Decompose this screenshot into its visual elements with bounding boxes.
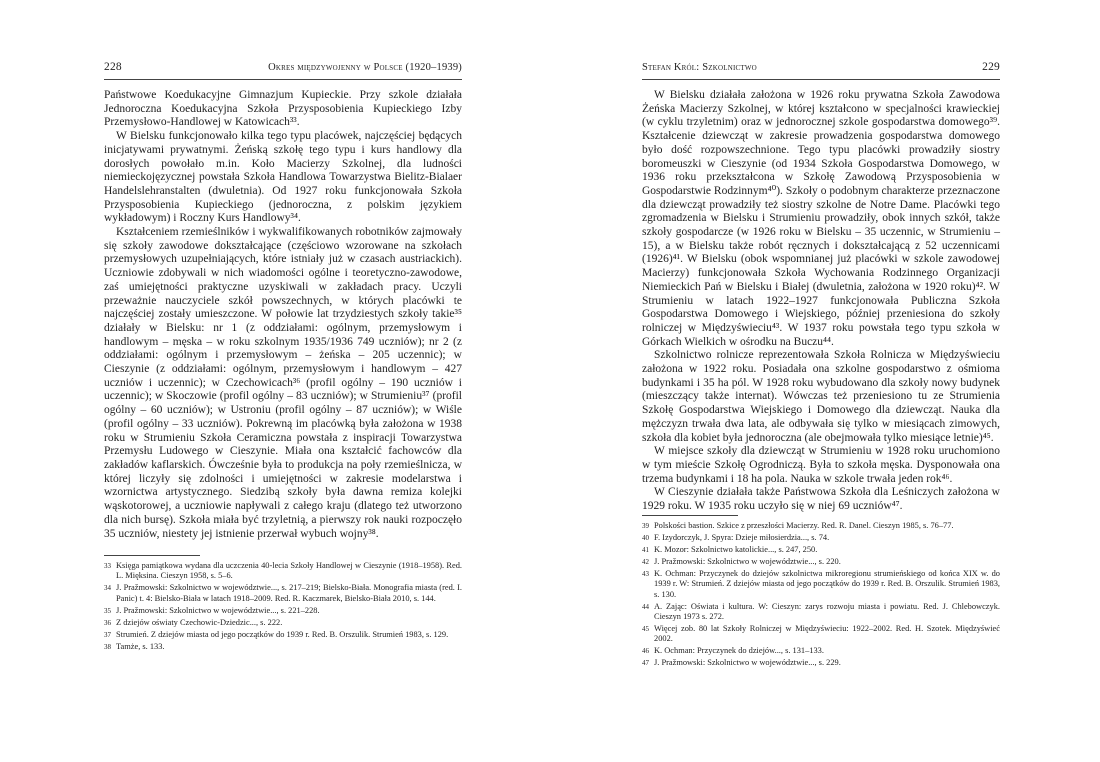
footnote-number: 42 bbox=[642, 557, 649, 566]
footnote-number: 33 bbox=[104, 562, 111, 570]
footnote-number: 40 bbox=[642, 533, 649, 542]
footnote-number: 41 bbox=[642, 545, 649, 554]
footnote bbox=[642, 658, 1000, 668]
footnote-rule bbox=[642, 515, 738, 516]
running-head-title: Okres międzywojenny w Polsce (1920–1939) bbox=[268, 62, 462, 73]
footnote bbox=[104, 606, 462, 616]
footnote-number: 34 bbox=[104, 584, 111, 593]
paragraph: W Bielsku funkcjonowało kilka tego typu placówek, najczęściej będących inicjatywami prywatnymi. Żeńską szkołę tego typu i kurs handlowy dla dorosłych powołało m.in. Koło Macierzy Szkolnej, dla ludności niemieckojęzycznej powstała Szkoła Handlowa Towarzystwa Bielitz-Bialaer Handelslehranstalten (dwuletnia). Od 1927 roku funkcjonowała Szkoła Przysposobienia Kupieckiego (jednoroczna, z polskim językiem wykładowym) i Roczny Kurs Handlowy³⁴. bbox=[104, 130, 462, 225]
footnote-text: K. Mozor: Szkolnictwo katolickie..., s. 247, 250. bbox=[654, 544, 818, 554]
footnote-number: 36 bbox=[104, 618, 111, 627]
footnote-text: K. Ochman: Przyczynek do dziejów szkolnictwa mikroregionu strumieńskiego od końca XIX w. do 1939 r. W: Strumień. Z dziejów miasta od jego początków do 1939 r. Red. B. Orszulik. Strumień 1983, s. 130. bbox=[654, 568, 1000, 599]
footnote bbox=[104, 618, 462, 628]
footnote-number: 38 bbox=[104, 642, 111, 651]
footnote bbox=[104, 642, 462, 652]
header-rule bbox=[104, 79, 462, 80]
footnote bbox=[642, 533, 1000, 543]
paragraph: W miejsce szkoły dla dziewcząt w Strumieniu w 1928 roku uruchomiono w tym mieście Szkołę Ogrodniczą. Była to szkoła męska. Dysponowała ona trzema budynkami i 18 ha pola. Nauka w szkole trwała jeden rok⁴⁶. bbox=[642, 445, 1000, 485]
footnote bbox=[642, 624, 1000, 645]
footnote-text: J. Pražmowski: Szkolnictwo w województwie..., s. 229. bbox=[654, 658, 841, 668]
footnote bbox=[642, 557, 1000, 567]
page-number: 228 bbox=[104, 61, 122, 73]
paragraph: W Bielsku działała założona w 1926 roku prywatna Szkoła Zawodowa Żeńska Macierzy Szkolnej, w której kształcono w specjalności krawieckiej (w cyklu trzyletnim) oraz w jednorocznej szkole gospodarstwa domowego³⁹. Kształcenie dziewcząt w zakresie prowadzenia gospodarstwa domowego było dość rozpowszechnione. Tego typu placówki prowadziły siostry boromeuszki w Cieszynie (od 1934 Szkoła Gospodarstwa Domowego, w 1936 roku przekształcona w Szkołę Zawodową Przysposobienia w Gospodarstwie Rodzinnym⁴⁰). Szkoły o podobnym charakterze przeznaczone dla dziewcząt prowadziły też siostry szkolne de Notre Dame. Placówki tego zgromadzenia w Bielsku i Strumieniu prowadziły, obok innych szkół, także szkoły gospodarcze (w 1926 roku w Bielsku – 35 uczennic, w Strumieniu – 15), a w Bielsku także robót ręcznych i dokształcającą z 52 uczennicami (1926)⁴¹. W Bielsku (obok wspomnianej już placówki w szkole zawodowej Macierzy) funkcjonowała Szkoła Wychowania Rodzinnego Organizacji Niemieckich Pań w Bielsku i Białej (dwuletnia, założona w 1920 roku)⁴². W Strumieniu w latach 1922–1927 funkcjonowała Publiczna Szkoła Gospodarstwa Domowego i Wiejskiego, później przeniesiona do szkoły rolniczej w Międzyświeciu⁴³. W 1937 roku powstała tego typu szkoła w Górkach Wielkich w ośrodku na Buczu⁴⁴. bbox=[642, 89, 1000, 348]
footnote bbox=[642, 646, 1000, 656]
footnote-number: 45 bbox=[642, 624, 649, 633]
footnote-number: 37 bbox=[104, 630, 111, 639]
footnotes bbox=[642, 521, 1000, 670]
paragraph: Szkolnictwo rolnicze reprezentowała Szkoła Rolnicza w Międzyświeciu założona w 1922 roku. Posiadała ona szkolne gospodarstwo z ośmioma budynkami i 35 ha pól. W 1928 roku wybudowano dla szkoły nowy budynek (mieszczący także internat). Wówczas też przeniesiono tu ze Strumienia Szkołę Gospodarstwa Wiejskiego i Domowego dla dziewcząt. Nauka dla mężczyzn trwała dwa lata, ale odbywała się tylko w miesiącach zimowych, szkoła dla kobiet była jednoroczna (ale obejmowała tylko miesiące letnie)⁴⁵. bbox=[642, 349, 1000, 444]
footnote-text: K. Ochman: Przyczynek do dziejów..., s. 131–133. bbox=[654, 646, 824, 656]
footnote-number: 39 bbox=[642, 522, 649, 530]
footnotes bbox=[104, 561, 462, 654]
paragraph: Państwowe Koedukacyjne Gimnazjum Kupieckie. Przy szkole działała Jednoroczna Koedukacyjna Szkoła Przysposobienia Kupieckiego Izby Przemysłowo-Handlowej w Katowicach³³. bbox=[104, 89, 462, 129]
page-number: 229 bbox=[982, 61, 1000, 73]
body-text bbox=[104, 89, 462, 541]
footnote-number: 43 bbox=[642, 569, 649, 578]
footnote bbox=[642, 602, 1000, 623]
paragraph: W Cieszynie działała także Państwowa Szkoła dla Leśniczych założona w 1929 roku. W 1935 roku uczyło się w niej 69 uczniów⁴⁷. bbox=[642, 486, 1000, 513]
footnote-text: Polskości bastion. Szkice z przeszłości Macierzy. Red. R. Danel. Cieszyn 1985, s. 76–77. bbox=[654, 521, 954, 530]
footnote-text: Księga pamiątkowa wydana dla uczczenia 40-lecia Szkoły Handlowej w Cieszynie (1918–1958). Red. L. Mięksina. Cieszyn 1958, s. 5–6. bbox=[116, 561, 462, 581]
footnote-text: J. Pražmowski: Szkolnictwo w województwie..., s. 217–219; Bielsko-Biała. Monografia miasta (red. I. Panic) t. 4: Bielsko-Biała w latach 1918–2009. Red. R. Kaczmarek, Bielsko-Biała 2010, s. 144. bbox=[116, 583, 462, 603]
footnote bbox=[642, 545, 1000, 555]
footnote-text: F. Izydorczyk, J. Spyra: Dzieje miłosierdzia..., s. 74. bbox=[654, 532, 830, 542]
footnote-number: 35 bbox=[104, 606, 111, 615]
body-text bbox=[642, 89, 1000, 514]
running-head-title: Stefan Król: Szkolnictwo bbox=[642, 62, 757, 73]
footnote bbox=[104, 561, 462, 582]
footnote-text: J. Pražmowski: Szkolnictwo w województwie..., s. 220. bbox=[654, 556, 841, 566]
footnote-number: 47 bbox=[642, 659, 649, 668]
footnote-text: Tamże, s. 133. bbox=[116, 641, 165, 651]
footnote-text: J. Pražmowski: Szkolnictwo w województwie..., s. 221–228. bbox=[116, 605, 320, 615]
footnote-number: 44 bbox=[642, 602, 649, 611]
footnote-rule bbox=[104, 555, 200, 556]
running-head bbox=[104, 61, 462, 77]
footnote-text: Z dziejów oświaty Czechowic-Dziedzic..., s. 222. bbox=[116, 617, 283, 627]
footnote bbox=[104, 583, 462, 604]
footnote bbox=[104, 630, 462, 640]
running-head bbox=[642, 61, 1000, 77]
footnote-text: A. Zając: Oświata i kultura. W: Cieszyn: zarys rozwoju miasta i powiatu. Red. J. Chlebowczyk. Cieszyn 1973 s. 272. bbox=[654, 601, 1000, 621]
footnote-text: Strumień. Z dziejów miasta od jego początków do 1939 r. Red. B. Orszulik. Strumień 1983, s. 129. bbox=[116, 629, 449, 639]
footnote-number: 46 bbox=[642, 647, 649, 656]
header-rule bbox=[642, 79, 1000, 80]
paragraph: Kształceniem rzemieślników i wykwalifikowanych robotników zajmowały się szkoły zawodowe dokształcające (częściowo wzorowane na szkołach przemysłowych uzupełniających, które istniały już w czasach austriackich). Uczniowie zdobywali w nich wiadomości ogólne i teoretyczno-zawodowe, zaś umiejętności praktyczne uzyskiwali w zakładach pracy. Uczyli przeważnie nauczyciele szkół powszechnych, w których placówki te najczęściej zostały umieszczone. W połowie lat trzydziestych szkoły takie³⁵ działały w Bielsku: nr 1 (z oddziałami: ogólnym, przemysłowym i handlowym – męska – w roku szkolnym 1935/1936 749 uczniów); nr 2 (z oddziałami: ogólnym i przemysłowym – żeńska – 205 uczennic); w Cieszynie (z oddziałami: ogólnym, przemysłowym i handlowym – 427 uczniów i uczennic); w Czechowicach³⁶ (profil ogólny – 190 uczniów i uczennic); w Skoczowie (profil ogólny – 83 uczniów); w Strumieniu³⁷ (profil ogólny – 60 uczniów); w Ustroniu (profil ogólny – 87 uczniów); w Wiśle (profil ogólny – 33 uczniów). Pokrewną im placówką była założona w 1938 roku w Strumieniu Szkoła Ceramiczna powstała z inspiracji Towarzystwa Przemysłu Ludowego w Cieszynie. Miała ona kształcić fachowców dla zakładów kaflarskich. Ówcześnie była to produkcja na poły rzemieślnicza, w której liczyły się zdolności i umiejętności w zakresie modelarstwa i wzornictwa artystycznego. Siedzibą szkoły była dawna remiza kolejki wąskotorowej, a uczniowie napływali z całego kraju (dlatego też utworzono dla nich bursę). Szkoła miała być trzyletnią, a pierwszy rok nauki rozpoczęło 35 uczniów, niestety jej istnienie przerwał wybuch wojny³⁸. bbox=[104, 226, 462, 540]
footnote bbox=[642, 521, 1000, 531]
footnote-text: Więcej zob. 80 lat Szkoły Rolniczej w Międzyświeciu: 1922–2002. Red. H. Szotek. Międzyświeć 2002. bbox=[654, 623, 1000, 644]
footnote bbox=[642, 569, 1000, 600]
